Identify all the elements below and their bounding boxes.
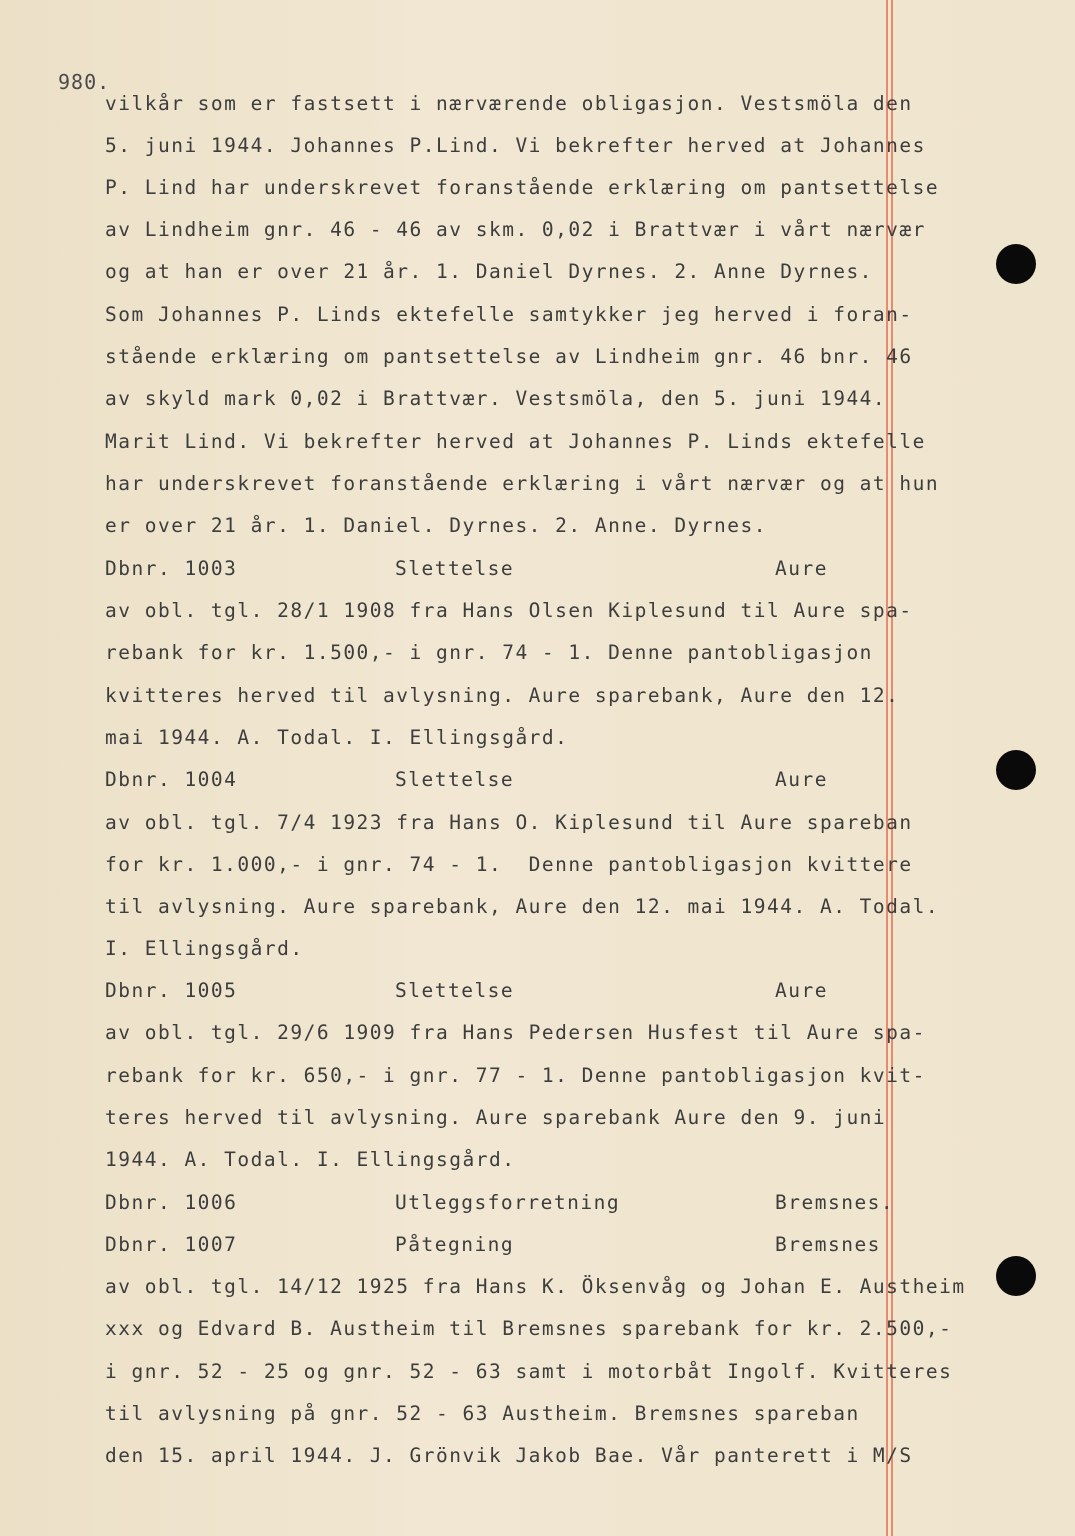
text-line: Marit Lind. Vi bekrefter herved at Johannes P. Linds ektefelle xyxy=(105,430,926,453)
entry-type: Påtegning xyxy=(395,1233,515,1256)
text-line: av obl. tgl. 14/12 1925 fra Hans K. Öksenvåg og Johan E. Austheim xyxy=(105,1275,966,1298)
entry-place: Aure xyxy=(775,768,828,791)
entry-number: Dbnr. 1007 xyxy=(105,1233,238,1256)
text-line: til avlysning på gnr. 52 - 63 Austheim. Bremsnes spareban xyxy=(105,1402,860,1425)
punch-hole xyxy=(996,750,1036,790)
text-line: 1944. A. Todal. I. Ellingsgård. xyxy=(105,1148,516,1171)
text-line: av Lindheim gnr. 46 - 46 av skm. 0,02 i Brattvær i vårt nærvær xyxy=(105,218,926,241)
entry-place: Bremsnes xyxy=(775,1233,881,1256)
text-line: i gnr. 52 - 25 og gnr. 52 - 63 samt i motorbåt Ingolf. Kvitteres xyxy=(105,1360,953,1383)
entry-number: Dbnr. 1004 xyxy=(105,768,238,791)
entry-number: Dbnr. 1003 xyxy=(105,557,238,580)
text-line: vilkår som er fastsett i nærværende obligasjon. Vestsmöla den xyxy=(105,92,913,115)
punch-hole xyxy=(996,1256,1036,1296)
entry-heading xyxy=(105,768,885,798)
entry-place: Aure xyxy=(775,557,828,580)
text-line: stående erklæring om pantsettelse av Lindheim gnr. 46 bnr. 46 xyxy=(105,345,913,368)
entry-place: Bremsnes. xyxy=(775,1191,895,1214)
punch-hole xyxy=(996,244,1036,284)
text-line: Som Johannes P. Linds ektefelle samtykker jeg herved i foran- xyxy=(105,303,913,326)
text-line: er over 21 år. 1. Daniel. Dyrnes. 2. Anne. Dyrnes. xyxy=(105,514,767,537)
text-line: og at han er over 21 år. 1. Daniel Dyrnes. 2. Anne Dyrnes. xyxy=(105,260,873,283)
entry-heading xyxy=(105,557,885,587)
text-line: mai 1944. A. Todal. I. Ellingsgård. xyxy=(105,726,569,749)
text-line: xxx og Edvard B. Austheim til Bremsnes sparebank for kr. 2.500,- xyxy=(105,1317,953,1340)
entry-place: Aure xyxy=(775,979,828,1002)
text-line: av obl. tgl. 29/6 1909 fra Hans Pedersen Husfest til Aure spa- xyxy=(105,1021,926,1044)
text-line: av obl. tgl. 7/4 1923 fra Hans O. Kiplesund til Aure spareban xyxy=(105,811,913,834)
text-line: av skyld mark 0,02 i Brattvær. Vestsmöla, den 5. juni 1944. xyxy=(105,387,887,410)
text-line: den 15. april 1944. J. Grönvik Jakob Bae. Vår panterett i M/S xyxy=(105,1444,913,1467)
text-line: for kr. 1.000,- i gnr. 74 - 1. Denne pantobligasjon kvittere xyxy=(105,853,913,876)
text-line: 5. juni 1944. Johannes P.Lind. Vi bekrefter herved at Johannes xyxy=(105,134,926,157)
entry-number: Dbnr. 1005 xyxy=(105,979,238,1002)
text-line: teres herved til avlysning. Aure sparebank Aure den 9. juni xyxy=(105,1106,887,1129)
entry-type: Utleggsforretning xyxy=(395,1191,621,1214)
text-line: av obl. tgl. 28/1 1908 fra Hans Olsen Kiplesund til Aure spa- xyxy=(105,599,913,622)
entry-heading xyxy=(105,1191,895,1221)
text-line: til avlysning. Aure sparebank, Aure den 12. mai 1944. A. Todal. xyxy=(105,895,940,918)
entry-heading xyxy=(105,979,885,1009)
text-line: rebank for kr. 1.500,- i gnr. 74 - 1. Denne pantobligasjon xyxy=(105,641,873,664)
text-line: har underskrevet foranstående erklæring i vårt nærvær og at hun xyxy=(105,472,940,495)
text-line: I. Ellingsgård. xyxy=(105,937,304,960)
entry-heading xyxy=(105,1233,885,1263)
text-line: P. Lind har underskrevet foranstående erklæring om pantsettelse xyxy=(105,176,940,199)
text-line: rebank for kr. 650,- i gnr. 77 - 1. Denne pantobligasjon kvit- xyxy=(105,1064,926,1087)
entry-type: Slettelse xyxy=(395,557,515,580)
entry-type: Slettelse xyxy=(395,768,515,791)
entry-number: Dbnr. 1006 xyxy=(105,1191,238,1214)
text-line: kvitteres herved til avlysning. Aure sparebank, Aure den 12. xyxy=(105,684,900,707)
entry-type: Slettelse xyxy=(395,979,515,1002)
page-number: 980. xyxy=(58,70,111,94)
